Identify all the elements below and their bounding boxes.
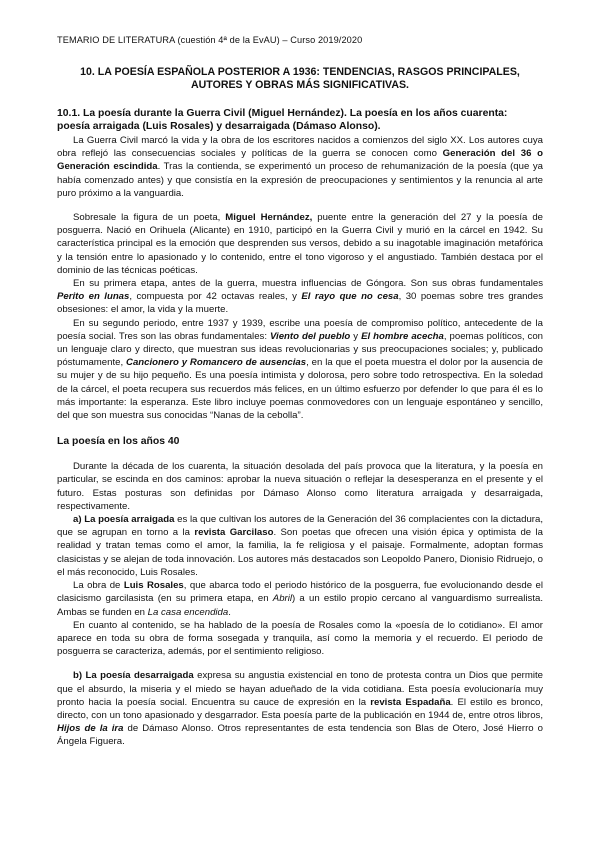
work-abril: Abril: [272, 593, 292, 605]
work-cancionero: Cancionero y Romancero de ausencias: [126, 357, 307, 369]
name-miguel-hernandez: Miguel Hernández,: [225, 212, 313, 224]
paragraph-decada-cuarenta: Durante la década de los cuarenta, la situación desolada del país provoca que la literatura, y la poesía en particular, se escinda en dos caminos: aprobar la nueva situación o reflejar la desesperanza en el presente y el futuro. Estas posturas son definidas por Dámaso Alonso como literatura arraigada y desarraigada, respectivamente.: [57, 461, 543, 512]
section-title-line-1: 10.1. La poesía durante la Guerra Civil (Miguel Hernández). La poesía en los años cuarenta:: [57, 108, 508, 119]
chapter-title-line-2: AUTORES Y OBRAS MÁS SIGNIFICATIVAS.: [191, 79, 409, 91]
subheading-anos-40: La poesía en los años 40: [57, 436, 180, 448]
running-header: TEMARIO DE LITERATURA (cuestión 4ª de la EvAU) – Curso 2019/2020: [57, 35, 363, 45]
paragraph-poesia-arraigada: a) La poesía arraigada es la que cultivan los autores de la Generación del 36 complacientes con la dictadura, que se agrupan en torno a la revista Garcilaso. Son poetas que ofrecen una visión épica y optimista de la realidad y tratan temas como el amor, la familia, la fe religiosa y el paisaje. Formalmente, adoptan formas clasicistas y se alejan de toda innovación. Los autores más destacados son Leopoldo Panero, Dionisio Ridruejo, o el más reconocido, Luis Rosales.: [57, 514, 544, 578]
term-generacion-36: Generación del 36 o Generación escindida: [57, 148, 543, 173]
work-el-hombre-acecha: El hombre acecha: [361, 330, 444, 342]
work-viento-del-pueblo: Viento del pueblo: [270, 330, 351, 342]
name-luis-rosales: Luis Rosales: [123, 580, 184, 592]
paragraph-contenido-rosales: En cuanto al contenido, se ha hablado de la poesía de Rosales como la «poesía de lo cotidiano». El amor aparece en toda su obra de forma sosegada y tranquila, así como la memoria y el recuerdo. El periodo de posguerra se caracteriza, además, por el sentimiento religioso.: [57, 619, 543, 658]
paragraph-poesia-desarraigada: b) La poesía desarraigada expresa su angustia existencial en tono de protesta contra un Dios que permite que el absurdo, la miseria y el miedo se hayan adueñado de la vida cotidiana. Esta poesía evolucionaría muy pronto hacia la poesía social. Encuentra su cauce de expresión en la revista Espadaña. El estilo es bronco, directo, con un tono apasionado y desgarrador. Esta poesía parte de la publicación en 1944 de, entre otros libros, Hijos de la ira de Dámaso Alonso. Otros representantes de esta tendencia son Blas de Otero, José Hierro o Ángela Figuera.: [57, 670, 543, 748]
section-title-line-2: poesía arraigada (Luis Rosales) y desarraigada (Dámaso Alonso).: [57, 121, 381, 132]
chapter-title-line-1: 10. LA POESÍA ESPAÑOLA POSTERIOR A 1936: TENDENCIAS, RASGOS PRINCIPALES,: [80, 66, 520, 78]
term-poesia-desarraigada: b) La poesía desarraigada: [73, 670, 194, 682]
work-la-casa-encendida: La casa encendida: [147, 606, 229, 618]
paragraph-guerra-civil: La Guerra Civil marcó la vida y la obra de los escritores nacidos a comienzos del siglo XX. Los autores cuya obra reflejó las consecuencias sociales y políticas de la guerra se conocen como Generación del 36 o Generación escindida. Tras la contienda, se experimentó un proceso de rehumanización de la poesía (que ya había comenzado antes) y que consistía en la expresión de preocupaciones y sentimientos y la renuncia al arte puro próximo a la vanguardia.: [57, 135, 543, 199]
paragraph-luis-rosales: La obra de Luis Rosales, que abarca todo el periodo histórico de la posguerra, fue evolucionando desde el clasicismo garcilasista (en su primera etapa, en Abril) a un estilo propio cercano al vanguardismo surrealista. Ambas se funden en La casa encendida.: [57, 580, 543, 618]
work-perito-en-lunas: Perito en lunas: [57, 291, 130, 303]
work-hijos-de-la-ira: Hijos de la ira: [57, 723, 124, 735]
paragraph-primera-etapa: En su primera etapa, antes de la guerra, muestra influencias de Góngora. Son sus obras fundamentales Perito en lunas, compuesta por 42 octavas reales, y El rayo que no cesa, 30 poemas sobre tres grandes obsesiones: el amor, la vida y la muerte.: [57, 278, 543, 316]
term-revista-espadana: revista Espadaña: [370, 696, 451, 708]
section-title: [57, 107, 543, 133]
term-poesia-arraigada: a) La poesía arraigada: [73, 514, 175, 526]
chapter-title: [57, 66, 543, 92]
paragraph-segundo-periodo: En su segundo periodo, entre 1937 y 1939, escribe una poesía de compromiso político, antecedente de la poesía social. Tres son las obras fundamentales: Viento del pueblo y El hombre acecha, poemas políticos, con un lenguaje claro y directo, que muestran sus ideas revolucionarias y sus preocupaciones sociales; y, publicado póstumamente, Cancionero y Romancero de ausencias, en la que el poeta muestra el dolor por la ausencia de su mujer y de su hijo pequeño. Es una poesía intimista y dolorosa, pero sobre todo retrospectiva. En la soledad de la cárcel, el poeta recupera sus recuerdos más felices, en un último esfuerzo por defender lo que para él es lo más importante: la esperanza. Este libro incluye poemas conmovedores con un lenguaje espontáneo y sencillo, del que son muestra sus conocidas “Nanas de la cebolla”.: [57, 317, 544, 422]
term-revista-garcilaso: revista Garcilaso: [194, 527, 274, 539]
paragraph-miguel-hernandez: Sobresale la figura de un poeta, Miguel Hernández, puente entre la generación del 27 y la poesía de posguerra. Nació en Orihuela (Alicante) en 1910, participó en la Guerra Civil y murió en la cárcel en 1942. Su característica principal es la emoción que desprenden sus versos, debido a su inagotable imaginación metafórica y la tensión entre lo apasionado y lo contenido, entre el tono vigoroso y el angustiado. También destaca por el dominio de las técnicas poéticas.: [57, 212, 543, 276]
work-el-rayo-que-no-cesa: El rayo que no cesa: [301, 291, 399, 303]
